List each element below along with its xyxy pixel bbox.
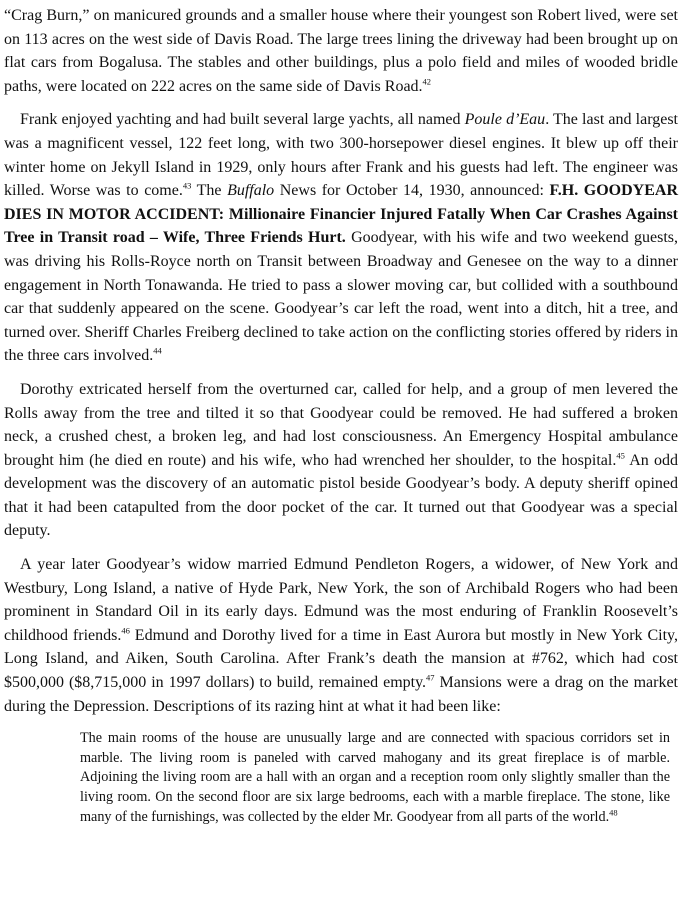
footnote-marker: 48 xyxy=(609,806,618,817)
newspaper-headline: F.H. GOODYEAR DIES IN MOTOR ACCIDENT: Millionaire Financier Injured Fatally When Car Crashes Against Tree in Transit road – Wife, Three Friends Hurt. xyxy=(4,182,679,247)
paragraph-text: “Crag Burn,” on manicured grounds and a smaller house where their youngest son Robert lived, were set on 113 acres on the west side of Davis Road. The large trees lining the driveway had been brought up on flat cars from Bogalusa. The stables and other buildings, plus a polo field and miles of wooded bridle paths, were located on 222 acres on the same side of Davis Road. xyxy=(4,7,678,95)
block-quote xyxy=(80,729,670,827)
paragraph-text: Dorothy extricated herself from the overturned car, called for help, and a group of men levered the Rolls away from the tree and tilted it so that Goodyear could be removed. He had suffered a broken neck, a crushed chest, a broken leg, and had lost consciousness. An Emergency Hospital ambulance brought him (he died en route) and his wife, who had wrenched her shoulder, to the hospital. xyxy=(4,380,678,469)
footnote-marker: 45 xyxy=(616,450,625,461)
paragraph-text: News for October 14, 1930, announced: xyxy=(274,182,550,200)
yacht-name: Poule d’Eau xyxy=(464,111,546,129)
paragraph-text: The xyxy=(191,182,228,200)
footnote-marker: 46 xyxy=(121,625,130,636)
paragraph-dorothy-rescue xyxy=(4,378,678,543)
paragraph-text: Edmund and Dorothy lived for a time in East Aurora but mostly in New York City, Long Island, and Aiken, South Carolina. After Frank’s death the mansion at #762, which had cost $500,000 ($8,715,000 in 1997 dollars) to build, remained empty. xyxy=(4,626,678,692)
footnote-marker: 47 xyxy=(426,672,435,683)
paragraph-text: . The last and largest was a magnificent vessel, 122 feet long, with two 300-horsepower diesel engines. It blew up off their winter home on Jekyll Island in 1929, only hours after Frank and his guests had left. The engineer was killed. Worse was to come. xyxy=(4,111,678,200)
footnote-marker: 42 xyxy=(422,76,432,87)
paragraph-crag-burn xyxy=(4,4,678,98)
paragraph-text: An odd development was the discovery of an automatic pistol beside Goodyear’s body. A deputy sheriff opined that it had been catapulted from the door pocket of the car. It turned out that Goodyear was a special deputy. xyxy=(4,451,679,540)
paragraph-widow-remarriage xyxy=(4,553,678,718)
paragraph-text: A year later Goodyear’s widow married Edmund Pendleton Rogers, a widower, of New York and Westbury, Long Island, a native of Hyde Park, New York, the son of Archibald Rogers who had been prominent in Standard Oil in its early days. Edmund was the most enduring of Franklin Roosevelt’s childhood friends. xyxy=(4,556,678,644)
paragraph-text: Goodyear, with his wife and two weekend guests, was driving his Rolls-Royce north on Transit between Broadway and Genesee on the way to a dinner engagement in North Tonawanda. He tried to pass a slower moving car, but collided with a southbound car that suddenly appeared on the scene. Goodyear’s car left the road, went into a ditch, hit a tree, and turned over. Sheriff Charles Freiberg declined to take action on the conflicting stories offered by riders in the three cars involved. xyxy=(4,229,679,365)
paragraph-text: Frank enjoyed yachting and had built several large yachts, all named xyxy=(20,111,465,129)
paragraph-yachting-accident xyxy=(4,108,678,368)
newspaper-name: Buffalo xyxy=(227,182,275,200)
paragraph-text: Mansions were a drag on the market during the Depression. Descriptions of its razing hint at what it had been like: xyxy=(4,674,678,715)
quote-text: The main rooms of the house are unusually large and are connected with spacious corridors set in marble. The living room is paneled with carved mahogany and its great fireplace is of marble. Adjoining the living room are a hall with an organ and a reception room only slightly smaller than the living room. On the second floor are six large bedrooms, each with a marble fireplace. The stone, like many of the furnishings, was collected by the elder Mr. Goodyear from all parts of the world. xyxy=(80,730,670,825)
footnote-marker: 43 xyxy=(182,180,192,191)
footnote-marker: 44 xyxy=(153,345,162,356)
